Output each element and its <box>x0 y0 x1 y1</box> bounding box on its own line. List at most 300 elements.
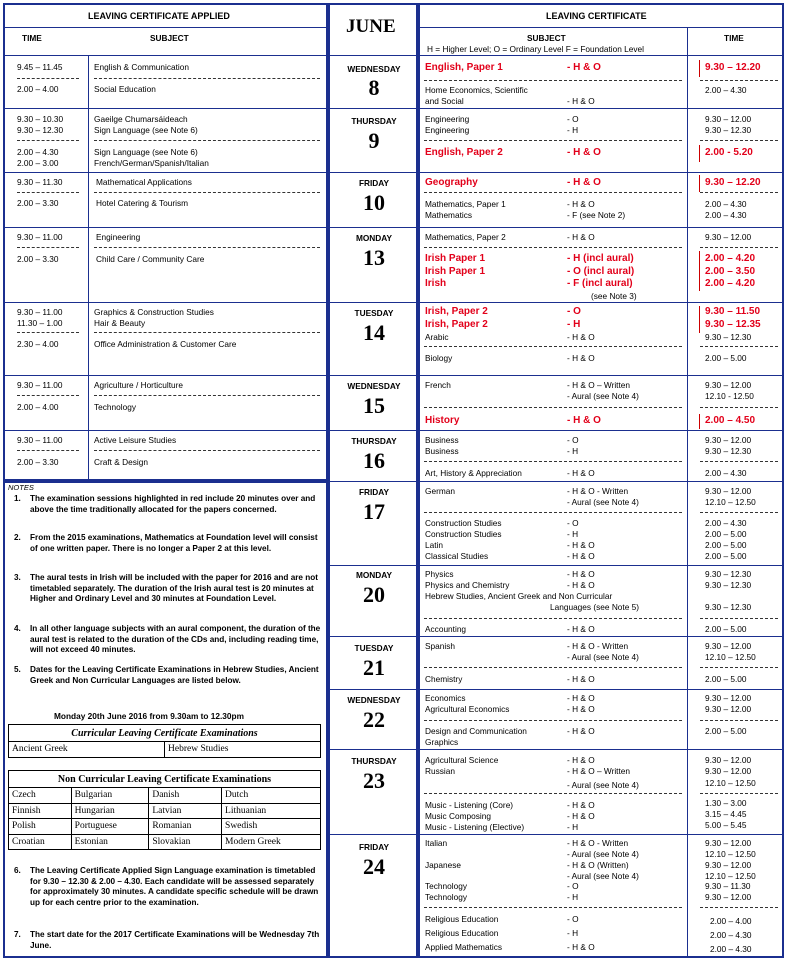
divider <box>419 172 783 173</box>
lc-level: - H & O <box>567 693 595 703</box>
lc-time: 2.00 - 5.20 <box>705 147 753 158</box>
language-cell: Czech <box>9 788 72 804</box>
lc-subject: Music Composing <box>425 811 491 821</box>
lc-level: - O (incl aural) <box>567 266 635 277</box>
lca-time: 2.00 – 3.30 <box>17 254 59 264</box>
lc-time: 12.10 – 12.50 <box>705 497 756 507</box>
lc-level: - F (incl aural) <box>567 278 633 289</box>
divider <box>700 407 778 408</box>
curricular-item: Ancient Greek <box>9 742 165 758</box>
lc-col-time: TIME <box>724 33 744 43</box>
divider <box>419 27 783 28</box>
monday-exam-line: Monday 20th June 2016 from 9.30am to 12.30pm <box>54 711 244 721</box>
lca-subject: Sign Language (see Note 6) <box>94 125 198 135</box>
lc-time: 9.30 – 12.00 <box>705 766 752 776</box>
divider <box>4 430 327 431</box>
divider <box>94 192 320 193</box>
lc-time: 2.00 – 5.00 <box>705 529 747 539</box>
lc-time: 12.10 – 12.50 <box>705 849 756 859</box>
divider <box>329 749 417 750</box>
lc-time: 9.30 – 11.50 <box>705 306 761 317</box>
lc-time: 9.30 – 11.30 <box>705 881 751 891</box>
lc-time: 9.30 – 12.30 <box>705 446 752 456</box>
lc-level: - H & O <box>567 800 595 810</box>
language-cell: Hungarian <box>71 803 149 819</box>
lc-level: - Aural (see Note 4) <box>567 497 639 507</box>
divider <box>419 565 783 566</box>
lc-time: 9.30 – 12.20 <box>705 177 761 188</box>
lc-level: - H & O <box>567 569 595 579</box>
day-number: 14 <box>363 320 385 345</box>
divider <box>700 907 778 908</box>
note-number: 5. <box>14 665 21 674</box>
lc-subject: History <box>425 415 460 426</box>
lc-subject: French <box>425 380 451 390</box>
language-cell: Latvian <box>149 803 222 819</box>
lc-level: - H <box>567 125 579 135</box>
lc-level: - H & O - Written <box>567 641 629 651</box>
lc-time: 9.30 – 12.30 <box>705 569 752 579</box>
note-text: Dates for the Leaving Certificate Examinations in Hebrew Studies, Ancient Greek and Non Curricular Languages are listed below. <box>30 665 319 685</box>
lca-time: 2.00 – 4.30 <box>17 147 59 157</box>
lc-time: 9.30 – 12.00 <box>705 486 752 496</box>
lc-subject: Engineering <box>425 125 470 135</box>
divider <box>700 461 778 462</box>
lc-level: - H & O <box>567 96 595 106</box>
divider <box>424 192 682 193</box>
day-name: WEDNESDAY <box>347 381 401 391</box>
day-name: TUESDAY <box>354 308 394 318</box>
lc-subject: Spanish <box>425 641 455 651</box>
lc-subject: Accounting <box>425 624 467 634</box>
lc-time: 9.30 – 12.00 <box>705 380 752 390</box>
lc-time: 9.30 – 12.20 <box>705 62 761 73</box>
day-name: WEDNESDAY <box>347 64 401 74</box>
lc-subject: Art, History & Appreciation <box>425 468 522 478</box>
lc-subject: English, Paper 2 <box>425 147 503 158</box>
divider <box>424 793 682 794</box>
language-cell: Slovakian <box>149 834 222 850</box>
language-cell: Polish <box>9 819 72 835</box>
lca-time: 9.30 – 12.30 <box>17 125 64 135</box>
language-cell: Dutch <box>222 788 321 804</box>
lc-time: 2.00 – 4.30 <box>705 85 747 95</box>
day-name: THURSDAY <box>351 116 397 126</box>
lca-time: 2.00 – 3.30 <box>17 198 59 208</box>
divider <box>17 450 79 451</box>
lca-subject: Social Education <box>94 84 156 94</box>
divider <box>700 192 778 193</box>
lca-subject: Gaeilge Chumarsáideach <box>94 114 188 124</box>
lc-subject: Italian <box>425 838 448 848</box>
lca-time: 2.00 – 4.00 <box>17 402 59 412</box>
lca-subject: Child Care / Community Care <box>96 254 205 264</box>
language-cell: Bulgarian <box>71 788 149 804</box>
lc-time: 2.00 – 5.00 <box>705 353 747 363</box>
curricular-title: Curricular Leaving Certificate Examinations <box>9 725 321 742</box>
lca-subject: Agriculture / Horticulture <box>94 380 183 390</box>
divider <box>424 512 682 513</box>
lc-level: - H & O <box>567 811 595 821</box>
lc-time: 9.30 – 12.30 <box>705 580 752 590</box>
divider <box>419 834 783 835</box>
divider <box>94 450 320 451</box>
lc-time: 9.30 – 12.00 <box>705 704 752 714</box>
lca-subject: Engineering <box>96 232 141 242</box>
day-name: MONDAY <box>355 233 393 243</box>
lca-time: 9.30 – 11.00 <box>17 435 63 445</box>
lc-level: - Aural (see Note 4) <box>567 652 639 662</box>
lc-level: - H & O <box>567 177 601 188</box>
lc-col-subject: SUBJECT <box>527 33 566 43</box>
divider <box>94 332 320 333</box>
lc-subject: Russian <box>425 766 455 776</box>
divider <box>700 720 778 721</box>
note-5 <box>14 665 322 686</box>
lca-time: 2.00 – 4.00 <box>17 84 59 94</box>
lc-level: - H & O <box>567 199 595 209</box>
lc-level: - H & O <box>567 580 595 590</box>
lc-time: 2.00 – 4.20 <box>705 253 756 264</box>
lc-level: - H & O - Written <box>567 838 629 848</box>
day-number: 16 <box>363 448 385 473</box>
day-name: FRIDAY <box>358 178 390 188</box>
divider <box>424 346 682 347</box>
lc-time: 9.30 – 12.00 <box>705 435 752 445</box>
lc-subject: Irish, Paper 2 <box>425 306 488 317</box>
lc-title: LEAVING CERTIFICATE <box>546 11 647 21</box>
divider <box>424 140 682 141</box>
lc-level: - H <box>567 529 579 539</box>
divider <box>94 247 320 248</box>
divider <box>700 346 778 347</box>
lc-level: - H & O – Written <box>567 380 631 390</box>
divider <box>17 78 79 79</box>
lc-subject: Arabic <box>425 332 449 342</box>
divider <box>419 302 783 303</box>
lc-level: - O <box>567 914 579 924</box>
noncurricular-table <box>8 770 321 850</box>
noncurricular-title: Non Curricular Leaving Certificate Examinations <box>9 771 321 788</box>
day-name: FRIDAY <box>358 842 390 852</box>
divider <box>329 55 417 56</box>
lc-subject: Business <box>425 446 459 456</box>
note-6 <box>14 866 322 908</box>
levels-key: H = Higher Level; O = Ordinary Level F = Foundation Level <box>427 44 644 54</box>
day-number: 10 <box>363 190 385 215</box>
lc-time: 2.00 – 5.00 <box>705 551 747 561</box>
lca-time: 9.30 – 11.00 <box>17 232 63 242</box>
lc-level: - Aural (see Note 4) <box>567 780 639 790</box>
lc-time: 5.00 – 5.45 <box>705 820 747 830</box>
lc-level: - H & O <box>567 540 595 550</box>
lc-time: 2.00 – 5.00 <box>705 540 747 550</box>
lc-subject: Graphics <box>425 737 459 747</box>
highlight-bar <box>699 145 700 162</box>
lc-level: - H & O <box>567 674 595 684</box>
lc-level: - H <box>567 892 579 902</box>
divider <box>94 78 320 79</box>
divider <box>419 108 783 109</box>
lc-level: - H & O <box>567 704 595 714</box>
lc-level: - H & O - Written <box>567 486 629 496</box>
lc-subject: Mathematics <box>425 210 473 220</box>
lc-time: 9.30 – 12.00 <box>705 114 752 124</box>
divider <box>700 247 778 248</box>
lc-subject: Applied Mathematics <box>425 942 503 952</box>
highlight-bar <box>699 414 700 429</box>
note-text: The Leaving Certificate Applied Sign Language examination is timetabled for 9.30 – 12.30 & 2.00 – 4.30. Each candidate will be assessed separately for approximately 30 minutes. A candidate specific schedule will be drawn up for each centre prior to the examination. <box>30 866 319 907</box>
lca-col-subject: SUBJECT <box>150 33 189 43</box>
divider <box>419 689 783 690</box>
lc-level: - H & O <box>567 353 595 363</box>
lc-subject: Biology <box>425 353 453 363</box>
language-cell: Finnish <box>9 803 72 819</box>
month-title: JUNE <box>346 16 396 37</box>
lc-time: 9.30 – 12.00 <box>705 892 752 902</box>
lca-subject: Office Administration & Customer Care <box>94 339 237 349</box>
lc-time: 2.00 – 4.50 <box>705 415 756 426</box>
lc-level: - H & O <box>567 147 601 158</box>
divider <box>424 461 682 462</box>
lc-time: 9.30 – 12.00 <box>705 232 752 242</box>
language-cell: Lithuanian <box>222 803 321 819</box>
lc-time: 2.00 – 4.30 <box>705 199 747 209</box>
note-4 <box>14 624 322 656</box>
divider <box>700 80 778 81</box>
note-number: 1. <box>14 494 21 503</box>
divider <box>329 689 417 690</box>
divider <box>4 375 327 376</box>
day-number: 20 <box>363 582 385 607</box>
lca-subject: Hotel Catering & Tourism <box>96 198 189 208</box>
lc-time: 9.30 – 12.30 <box>705 125 752 135</box>
lc-subject: English, Paper 1 <box>425 62 503 73</box>
day-number: 13 <box>363 245 385 270</box>
lc-subject: Irish Paper 1 <box>425 253 486 264</box>
divider <box>17 247 79 248</box>
lc-time: 12.10 - 12.50 <box>705 391 754 401</box>
lc-time: 2.00 – 5.00 <box>705 726 747 736</box>
divider <box>17 140 79 141</box>
lc-level: - O <box>567 306 581 317</box>
lc-subject: Design and Communication <box>425 726 527 736</box>
day-name: FRIDAY <box>358 487 390 497</box>
lc-time: 3.15 – 4.45 <box>705 809 747 819</box>
lca-time: 2.30 – 4.00 <box>17 339 59 349</box>
note-text: The aural tests in Irish will be included with the paper for 2016 and are not timetabled separately. The duration of the Irish aural test is 20 minutes at Higher and Ordinary Level and 30 minutes at Foundation Level. <box>30 573 318 603</box>
divider <box>424 907 682 908</box>
lc-level: - H & O <box>567 62 601 73</box>
lc-subject: Agricultural Science <box>425 755 499 765</box>
lc-subject: Construction Studies <box>425 518 502 528</box>
lc-subject: Technology <box>425 892 467 902</box>
lc-level: - O <box>567 518 579 528</box>
day-number: 24 <box>363 854 385 879</box>
divider <box>329 172 417 173</box>
day-number: 23 <box>363 768 385 793</box>
lc-level: - O <box>567 881 579 891</box>
divider <box>700 667 778 668</box>
divider <box>17 332 79 333</box>
day-number: 15 <box>363 393 385 418</box>
lc-subject: Mathematics, Paper 1 <box>425 199 506 209</box>
divider <box>329 636 417 637</box>
lc-subject: Japanese <box>425 860 461 870</box>
divider <box>419 749 783 750</box>
curricular-table <box>8 724 321 758</box>
divider <box>88 55 89 481</box>
lc-level: - H & O – Written <box>567 766 631 776</box>
lc-subject: Business <box>425 435 459 445</box>
divider <box>4 172 327 173</box>
note-number: 3. <box>14 573 21 582</box>
lc-level: - F (see Note 2) <box>567 210 626 220</box>
lc-level: - H & O <box>567 232 595 242</box>
lc-level: - H (incl aural) <box>567 253 634 264</box>
lc-level: - O <box>567 114 579 124</box>
divider <box>94 395 320 396</box>
day-name: THURSDAY <box>351 756 397 766</box>
lc-level: - H & O <box>567 726 595 736</box>
lc-subject: Music - Listening (Elective) <box>425 822 525 832</box>
lc-subject: Religious Education <box>425 928 499 938</box>
divider <box>424 720 682 721</box>
curricular-item: Hebrew Studies <box>165 742 321 758</box>
lc-level: - H & O <box>567 468 595 478</box>
day-number: 9 <box>368 128 380 153</box>
lc-subject: Technology <box>425 881 467 891</box>
lc-time: 12.10 – 12.50 <box>705 778 756 788</box>
lc-subject: Music - Listening (Core) <box>425 800 514 810</box>
highlight-bar <box>699 175 700 192</box>
note-number: 7. <box>14 930 21 939</box>
lc-time: 2.00 – 5.00 <box>705 674 747 684</box>
lc-level: - H & O <box>567 942 595 952</box>
lc-time: 12.10 – 12.50 <box>705 871 756 881</box>
lc-level: - Aural (see Note 4) <box>567 391 639 401</box>
day-number: 21 <box>363 655 385 680</box>
divider <box>700 618 778 619</box>
divider <box>419 375 783 376</box>
divider <box>419 481 783 482</box>
lc-subject: Latin <box>425 540 443 550</box>
lca-time: 9.30 – 10.30 <box>17 114 64 124</box>
lca-subject: Graphics & Construction Studies <box>94 307 214 317</box>
lc-level: - H & O <box>567 624 595 634</box>
lc-level: - H & O <box>567 415 601 426</box>
lc-time: 2.00 – 4.30 <box>705 210 747 220</box>
notes-title: NOTES <box>8 483 34 492</box>
language-cell: Romanian <box>149 819 222 835</box>
lc-time: 9.30 – 12.35 <box>705 319 761 330</box>
lc-time: 2.00 – 3.50 <box>705 266 756 277</box>
lc-subject: Languages (see Note 5) <box>550 602 640 612</box>
divider <box>329 227 417 228</box>
lc-time: 9.30 – 12.00 <box>705 641 752 651</box>
divider <box>329 302 417 303</box>
lca-subject: Mathematical Applications <box>96 177 192 187</box>
divider <box>329 108 417 109</box>
divider <box>419 636 783 637</box>
note-7 <box>14 930 322 951</box>
divider <box>424 80 682 81</box>
lc-subject: Classical Studies <box>425 551 489 561</box>
divider <box>329 375 417 376</box>
lc-time: 9.30 – 12.00 <box>705 755 752 765</box>
lca-subject: Craft & Design <box>94 457 148 467</box>
lc-time: 2.00 – 4.30 <box>710 944 752 954</box>
lc-time: 2.00 – 4.30 <box>710 930 752 940</box>
lca-time: 9.30 – 11.30 <box>17 177 63 187</box>
divider <box>419 430 783 431</box>
lca-col-time: TIME <box>22 33 42 43</box>
note-number: 6. <box>14 866 21 875</box>
lca-time: 9.30 – 11.00 <box>17 380 63 390</box>
divider <box>700 512 778 513</box>
divider <box>4 227 327 228</box>
lc-subject: Economics <box>425 693 466 703</box>
lca-subject: French/German/Spanish/Italian <box>94 158 209 168</box>
lca-subject: Technology <box>94 402 136 412</box>
lc-level: - H & O <box>567 755 595 765</box>
divider <box>329 430 417 431</box>
lc-level: - H & O (Written) <box>567 860 629 870</box>
lc-subject: and Social <box>425 96 464 106</box>
lca-subject: Sign Language (see Note 6) <box>94 147 198 157</box>
lc-time: 2.00 – 4.00 <box>710 916 752 926</box>
lc-subject: Agricultural Economics <box>425 704 510 714</box>
highlight-bar <box>699 60 700 77</box>
lc-level: (see Note 3) <box>591 291 637 301</box>
day-name: WEDNESDAY <box>347 695 401 705</box>
divider <box>329 834 417 835</box>
language-cell: Estonian <box>71 834 149 850</box>
lc-subject: German <box>425 486 455 496</box>
lc-subject: Irish Paper 1 <box>425 266 486 277</box>
lc-level: - H <box>567 319 581 330</box>
lc-time: 9.30 – 12.00 <box>705 838 752 848</box>
day-number: 22 <box>363 707 385 732</box>
lc-subject: Hebrew Studies, Ancient Greek and Non Curricular <box>425 591 613 601</box>
highlight-bar <box>699 306 700 333</box>
note-number: 4. <box>14 624 21 633</box>
note-1 <box>14 494 322 515</box>
language-cell: Modern Greek <box>222 834 321 850</box>
lc-time: 2.00 – 4.20 <box>705 278 756 289</box>
lc-time: 1.30 – 3.00 <box>705 798 747 808</box>
day-number: 17 <box>363 499 385 524</box>
divider <box>4 302 327 303</box>
day-name: MONDAY <box>355 570 393 580</box>
lc-time: 9.30 – 12.30 <box>705 332 752 342</box>
note-2 <box>14 533 322 554</box>
lca-time: 11.30 – 1.00 <box>17 318 63 328</box>
divider <box>94 140 320 141</box>
lca-time: 2.00 – 3.00 <box>17 158 59 168</box>
lc-level: - H <box>567 928 579 938</box>
lc-subject: Chemistry <box>425 674 463 684</box>
note-number: 2. <box>14 533 21 542</box>
divider <box>329 481 417 482</box>
lc-subject: Religious Education <box>425 914 499 924</box>
lca-time: 9.45 – 11.45 <box>17 62 63 72</box>
lca-title: LEAVING CERTIFICATE APPLIED <box>88 11 230 21</box>
day-name: THURSDAY <box>351 436 397 446</box>
lca-time: 9.30 – 11.00 <box>17 307 63 317</box>
divider <box>17 395 79 396</box>
lc-subject: Home Economics, Scientific <box>425 85 528 95</box>
